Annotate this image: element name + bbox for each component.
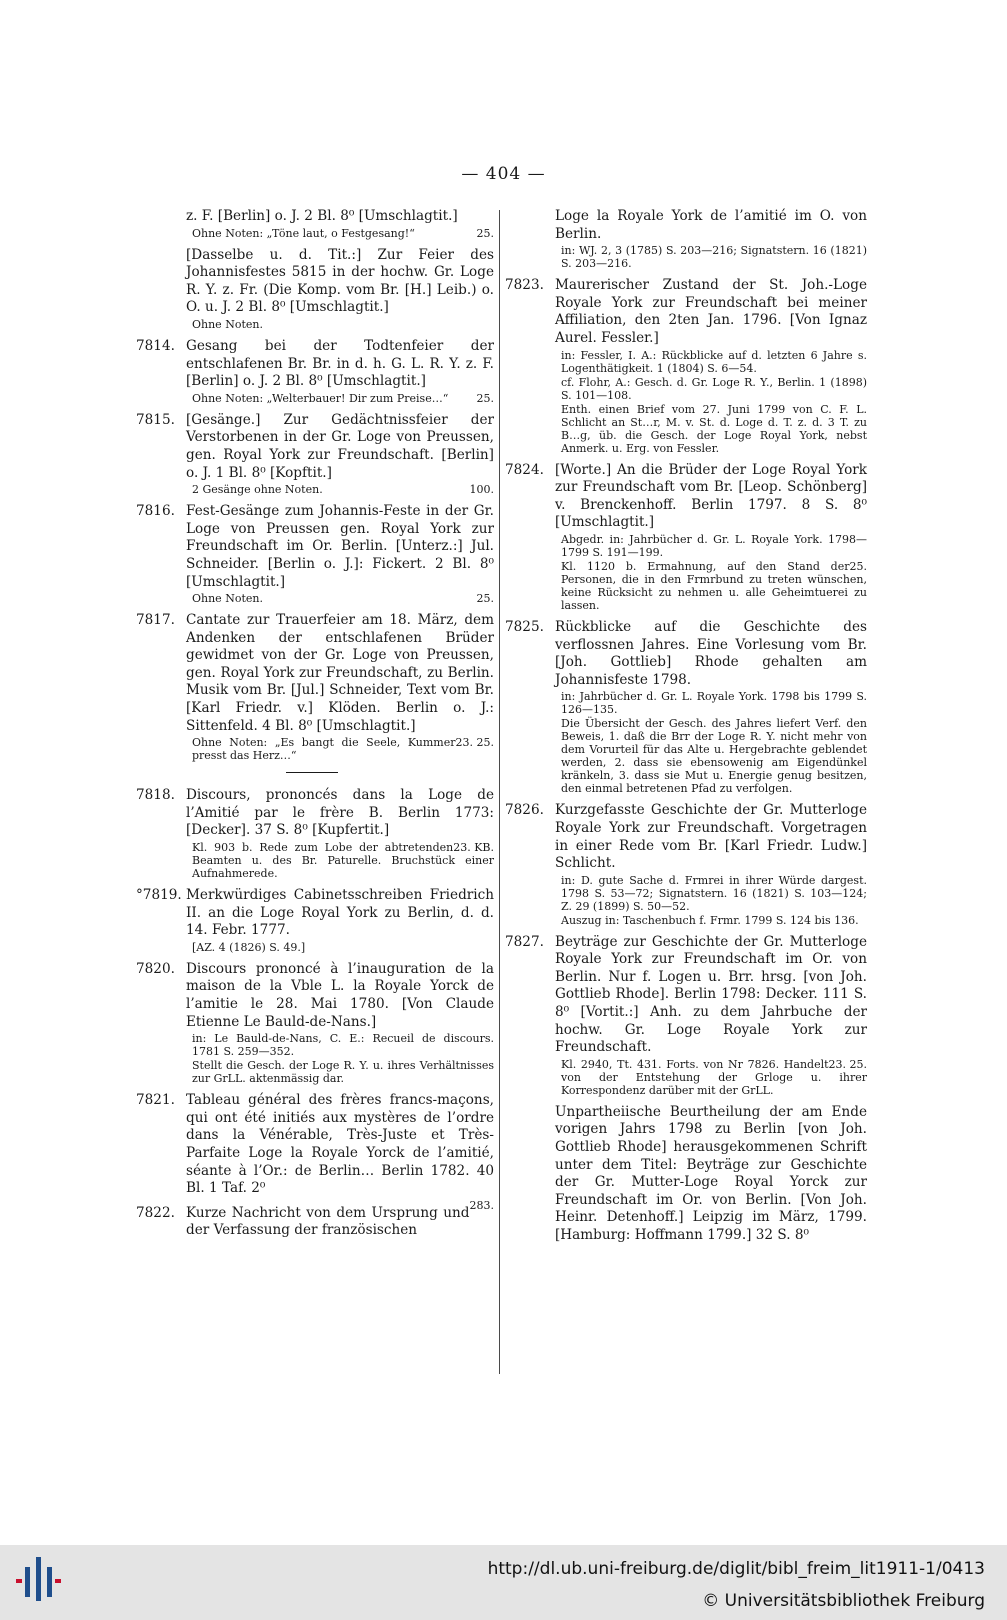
entry-note [192,392,494,405]
entry-number: 7821. [136,1092,175,1109]
note-text: Enth. einen Brief vom 27. Juni 1799 von C. F. L. Schlicht an St…r, M. v. St. d. Loge d. T. z. d. 3 T. zu B…g, üb. die Gesch. der Loge Royal York, nebst Anmerk. u. Erg. von Fessler. [561,402,867,455]
bibliography-entry [136,1205,494,1240]
bibliography-entry [136,1092,494,1212]
entry-title: Discours prononcé à l’inauguration de la maison de la Vble L. la Royale Yorck de l’amitie le 28. Mai 1780. [Von Claude Etienne Le Bauld-de-Nans.] [186,960,494,1030]
entry-note [561,717,867,795]
entry-number: 7827. [505,933,544,950]
note-reference: 23. KB. [453,841,494,855]
entry-note [192,1032,494,1058]
note-text: in: Fessler, I. A.: Rückblicke auf d. letzten 6 Jahre s. Logenthätigkeit. 1 (1804) S. 6—54. [561,348,867,375]
entry-note [192,1059,494,1085]
left-column [136,208,494,1247]
entry-note [192,592,494,605]
bibliography-entry [505,619,867,795]
entry-title: Beyträge zur Geschichte der Gr. Mutterloge Royale York zur Freundschaft im Or. von Berlin. Nur f. Logen u. Brr. hrsg. [von Joh. Gottlieb Rhode]. Berlin 1798: Decker. 111 S. 8⁰ [Vortit.:] Anh. zu dem Jahrbuche der hochw. Gr. Loge Royale York zur Freundschaft. [555,933,867,1056]
entry-note [561,1058,867,1097]
note-text: Ohne Noten. [192,592,263,606]
entry-title: Kurze Nachricht von dem Ursprung und der Verfassung der französischen [186,1204,470,1239]
note-text: Kl. 903 b. Rede zum Lobe der abtretenden Beamten u. des Br. Paturelle. Bruchstück einer Aufnahmerede. [192,841,494,881]
copyright-notice: © Universitätsbibliothek Freiburg [702,1591,985,1611]
note-reference: 25. [476,226,494,240]
entry-title: Loge la Royale York de l’amitié im O. von Berlin. [555,208,867,242]
note-text: in: D. gute Sache d. Frmrei in ihrer Würde dargest. 1798 S. 53—72; Signatstern. 16 (1821) S. 103—124; Z. 29 (1899) S. 50—52. [561,873,867,913]
entry-number: 7825. [505,618,544,635]
note-text: in: WJ. 2, 3 (1785) S. 203—216; Signatstern. 16 (1821) S. 203—216. [561,244,867,271]
note-reference: 283. [469,1198,494,1212]
entry-number: 7822. [136,1204,175,1221]
entry-note [192,483,494,496]
entry-number: 7817. [136,612,175,629]
note-text: Auszug in: Taschenbuch f. Frmr. 1799 S. 124 bis 136. [561,913,859,927]
bibliography-entry [505,802,867,926]
note-text: Kl. 1120 b. Ermahnung, auf den Stand der Personen, die in den Frmrbund zu treten wünschen, keine Rücksicht zu nehmen u. alle Geheimtuerei zu lassen. [561,559,867,612]
note-text: Abgedr. in: Jahrbücher d. Gr. L. Royale York. 1798—1799 S. 191—199. [561,532,867,559]
entry-note [561,349,867,375]
entry-note [192,736,494,762]
note-reference: 25. [476,391,494,405]
note-text: in: Jahrbücher d. Gr. L. Royale York. 1798 bis 1799 S. 126—135. [561,690,867,717]
bibliography-entry [136,208,494,240]
entry-title: Cantate zur Trauerfeier am 18. März, dem Andenken der entschlafenen Brüder gewidmet von der Gr. Loge von Preussen, gen. Royal York zur Freundschaft, zu Berlin. Musik vom Br. [Jul.] Schneider, Text vom Br. [Karl Friedr. v.] Klöden. Berlin o. J.: Sittenfeld. 4 Bl. 8⁰ [Umschlagtit.] [186,612,494,734]
entry-note [561,914,867,927]
bibliography-entry [505,277,867,454]
bibliography-entry [136,247,494,331]
entry-note [192,941,494,954]
entry-note [561,874,867,913]
section-rule [286,772,338,773]
entry-title: Maurerischer Zustand der St. Joh.-Loge Royale York zur Freundschaft bei meiner Affiliation, den 2ten Jan. 1796. [Von Ignaz Aurel. Fessler.] [555,277,867,346]
entry-title: Discours, prononcés dans la Loge de l’Amitié par le frère B. Berlin 1773: [Decker]. 37 S. 8⁰ [Kupfertit.] [186,787,494,839]
entry-number: 7820. [136,960,175,977]
entry-title: Fest-Gesänge zum Johannis-Feste in der Gr. Loge von Preussen gen. Royal York zur Freundschaft im Or. Berlin. [Unterz.:] Jul. Schneider. [Berlin o. J.]: Fickert. 2 Bl. 8⁰ [Umschlagtit.] [186,503,494,590]
entry-title: Gesang bei der Todtenfeier der entschlafenen Br. Br. in d. h. G. L. R. Y. z. F. [Berlin] o. J. 2 Bl. 8⁰ [Umschlagtit.] [186,337,494,390]
note-text: Die Übersicht der Gesch. des Jahres liefert Verf. den Beweis, 1. daß die Brr der Loge R. Y. nicht mehr von dem Vorurteil für das Alte u. Hergebrachte geblendet werden, 2. dass sie ebensowenig am Eigendünkel kränkeln, 3. dass sie Mut u. Energie genug besitzen, den einmal betretenen Pfad zu verfolgen. [561,717,867,796]
entry-title: z. F. [Berlin] o. J. 2 Bl. 8⁰ [Umschlagtit.] [186,208,458,224]
entry-title: [Gesänge.] Zur Gedächtnissfeier der Verstorbenen in der Gr. Loge von Preussen, gen. Royal York zur Freundschaft. [Berlin] o. J. 1 Bl. 8⁰ [Kopftit.] [186,411,494,481]
library-logo-icon [16,1557,66,1609]
note-reference: 23. 25. [455,736,494,750]
entry-title: Kurzgefasste Geschichte der Gr. Mutterloge Royale York zur Freundschaft. Vorgetragen in einer Rede vom Br. [Karl Friedr. Ludw.] Schlicht. [555,802,867,872]
bibliography-entry [136,503,494,605]
note-reference: 25. [849,559,867,573]
entry-number: 7816. [136,503,175,520]
entry-title: Rückblicke auf die Geschichte des verflossnen Jahres. Eine Vorlesung vom Br. [Joh. Gottlieb] Rhode gehalten am Johannisfeste 1798. [555,618,867,688]
source-url[interactable]: http://dl.ub.uni-freiburg.de/diglit/bibl_freim_lit1911-1/0413 [487,1559,985,1579]
entry-number: 7823. [505,277,544,294]
bibliography-entry [136,961,494,1085]
bibliography-entry [136,887,494,954]
page-number: — 404 — [461,164,546,184]
entry-number: 7814. [136,337,175,354]
footer-bar [0,1545,1007,1620]
entry-note [192,841,494,880]
column-divider [499,210,500,1374]
entry-title: Unpartheiische Beurtheilung der am Ende vorigen Jahrs 1798 zu Berlin [von Joh. Gottlieb Rhode] herausgekommenen Schrift unter dem Titel: Beyträge zur Geschichte der Gr. Mutter-Loge Royal Yorck zur Freundschaft im Or. von Berlin. [Von Joh. Heinr. Detenhoff.] Leipzig im März, 1799. [Hamburg: Hoffmann 1799.] 32 S. 8⁰ [555,1103,867,1243]
entry-title: [Dasselbe u. d. Tit.:] Zur Feier des Johannisfestes 5815 in der hochw. Gr. Loge R. Y. z. Fr. (Die Komp. vom Br. [H.] Leib.) o. O. u. J. 2 Bl. 8⁰ [Umschlagtit.] [186,246,494,316]
entry-note [561,533,867,559]
bibliography-entry [136,412,494,496]
entry-number: °7819. [136,887,182,904]
entry-note [192,318,494,331]
note-text: Kl. 2940, Tt. 431. Forts. von Nr 7826. Handelt von der Entstehung der Grloge u. ihrer Korrespondenz darüber mit der GrLL. [561,1057,867,1097]
note-text: Stellt die Gesch. der Loge R. Y. u. ihres Verhältnisses zur GrLL. aktenmässig dar. [192,1059,494,1086]
note-reference: 25. [476,592,494,606]
entry-note [561,244,867,270]
note-text: cf. Flohr, A.: Gesch. d. Gr. Loge R. Y., Berlin. 1 (1898) S. 101—108. [561,375,867,402]
entry-title: [Worte.] An die Brüder der Loge Royal York zur Freundschaft vom Br. [Leop. Schönberg] v. Brenckenhoff. Berlin 1797. 8 S. 8⁰ [Umschlagtit.] [555,461,867,531]
note-text: Ohne Noten: „Es bangt die Seele, Kummer presst das Herz…“ [192,736,456,763]
bibliography-entry [505,934,867,1097]
note-text: in: Le Bauld-de-Nans, C. E.: Recueil de discours. 1781 S. 259—352. [192,1032,494,1059]
note-text: Ohne Noten: „Welterbauer! Dir zum Preise…“ [192,391,449,405]
right-column [505,208,867,1252]
note-text: 2 Gesänge ohne Noten. [192,483,323,497]
bibliography-entry [136,338,494,405]
note-text: Ohne Noten: „Töne laut, o Festgesang!“ [192,226,415,240]
entry-title: Tableau général des frères francs-maçons, qui ont été initiés aux mystères de l’ordre dans la Vénérable, Très-Juste et Très-Parfaite Loge la Royale Yorck de l’amitié, séante à l’Or.: de Berlin… Berlin 1782. 40 Bl. 1 Taf. 2⁰ [186,1092,494,1197]
note-text: [AZ. 4 (1826) S. 49.] [192,940,306,954]
entry-number: 7815. [136,411,175,428]
entry-title: Merkwürdiges Cabinetsschreiben Friedrich II. an die Loge Royal York zu Berlin, d. d. 14. Febr. 1777. [186,887,494,939]
bibliography-entry [136,787,494,880]
entry-note [561,690,867,716]
note-reference: 23. 25. [828,1057,867,1071]
entry-note [561,403,867,455]
entry-note [561,376,867,402]
entry-note [192,227,494,240]
bibliography-entry [505,462,867,612]
entry-number: 7824. [505,461,544,478]
entry-number: 7818. [136,787,175,804]
bibliography-entry [136,612,494,762]
bibliography-entry [505,208,867,270]
entry-note [561,560,867,612]
bibliography-entry [505,1104,867,1245]
entry-number: 7826. [505,802,544,819]
note-reference: 100. [469,483,494,497]
note-text: Ohne Noten. [192,317,263,331]
